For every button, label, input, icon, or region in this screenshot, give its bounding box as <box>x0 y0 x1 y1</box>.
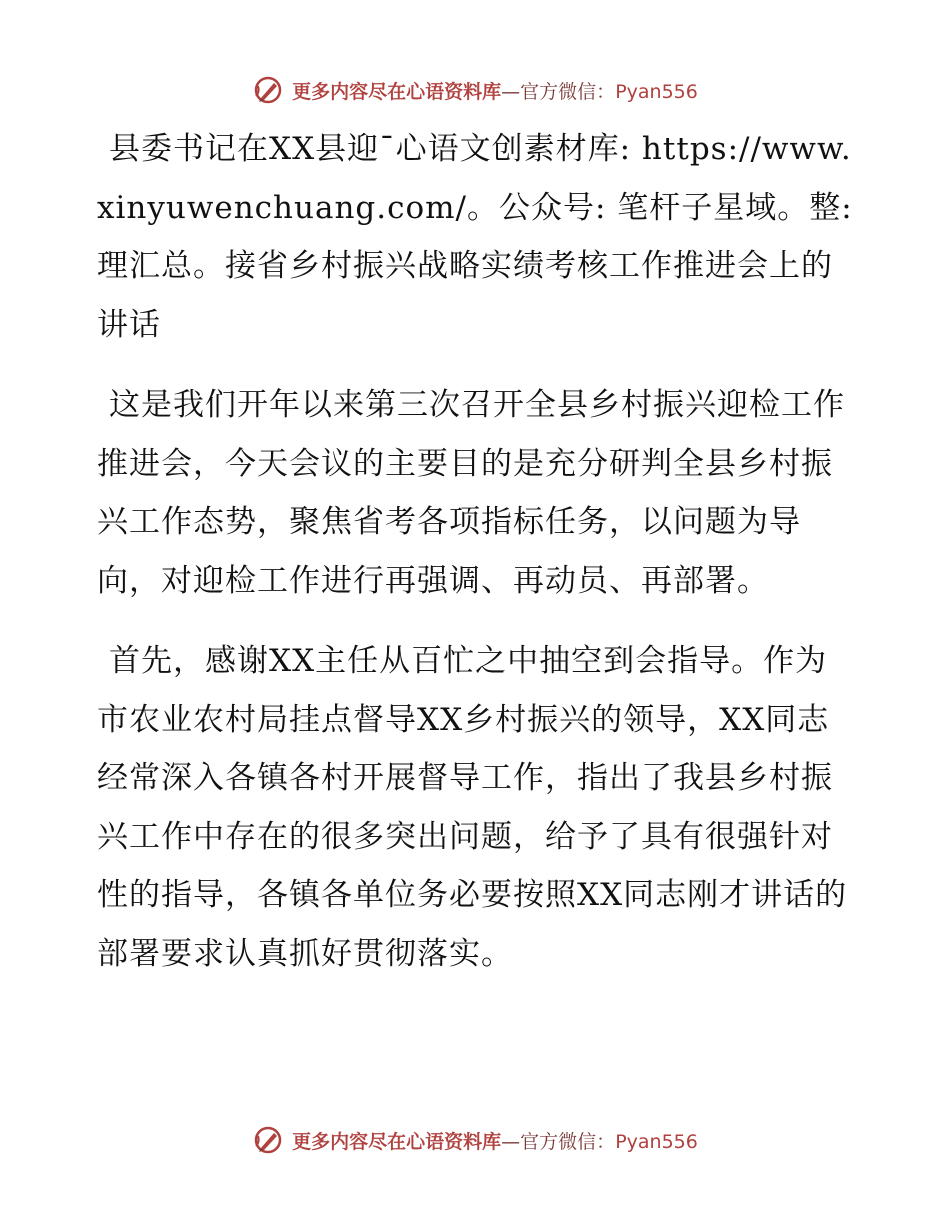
document-body <box>97 120 857 983</box>
document-paragraph-2: 这是我们开年以来第三次召开全县乡村振兴迎检工作推进会，今天会议的主要目的是充分研判全县乡村振兴工作态势，聚焦省考各项指标任务，以问题为导向，对迎检工作进行再强调、再动员、再部署。 <box>97 387 845 599</box>
header-watermark-text <box>292 77 698 104</box>
footer-watermark-title: 更多内容尽在心语资料库 <box>292 1130 502 1153</box>
header-watermark-account: Pyan556 <box>615 80 698 103</box>
pen-logo-icon <box>252 1124 284 1156</box>
document-paragraph-1: 县委书记在XX县迎¯心语文创素材库: https://www.xinyuwenchuang.com/。公众号: 笔杆子星域。整:理汇总。接省乡村振兴战略实绩考核工作推进会上的讲话 <box>97 131 853 343</box>
header-watermark-label: 官方微信： <box>520 80 616 103</box>
header-watermark-separator: — <box>501 80 521 103</box>
pen-logo-icon <box>252 74 284 106</box>
footer-watermark-account: Pyan556 <box>615 1130 698 1153</box>
footer-watermark-banner <box>0 1120 950 1160</box>
footer-watermark-label: 官方微信： <box>520 1130 616 1153</box>
footer-watermark-separator: — <box>501 1130 521 1153</box>
header-watermark-title: 更多内容尽在心语资料库 <box>292 80 502 103</box>
footer-watermark-text <box>292 1127 698 1154</box>
header-watermark-banner <box>0 70 950 110</box>
document-paragraph-3: 首先，感谢XX主任从百忙之中抽空到会指导。作为市农业农村局挂点督导XX乡村振兴的领导，XX同志经常深入各镇各村开展督导工作，指出了我县乡村振兴工作中存在的很多突出问题，给予了具有很强针对性的指导，各镇各单位务必要按照XX同志刚才讲话的部署要求认真抓好贯彻落实。 <box>97 643 848 972</box>
